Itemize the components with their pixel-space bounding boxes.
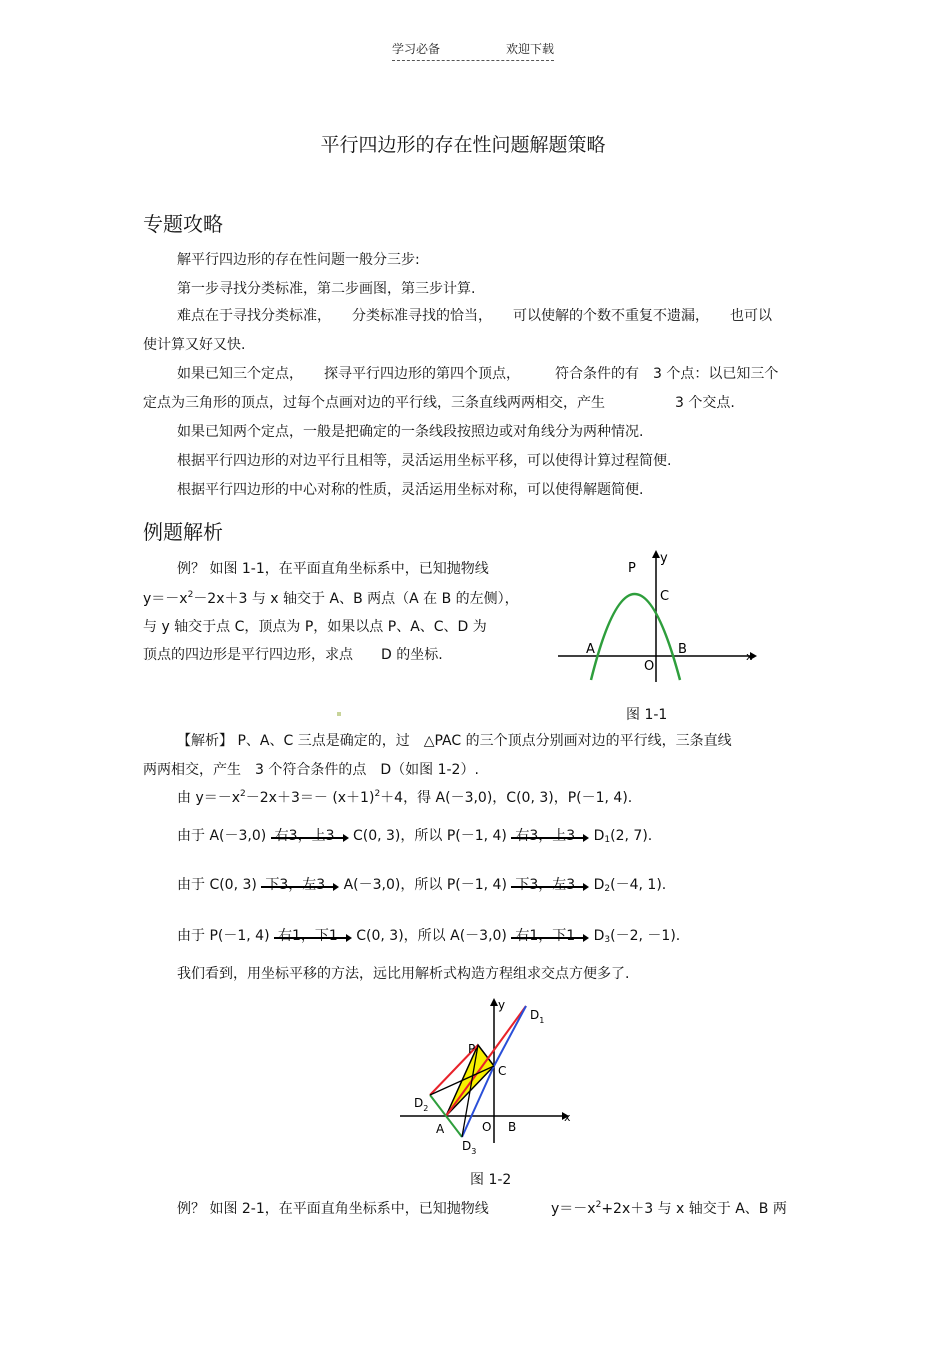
label-x: x (564, 1111, 571, 1124)
translation-arrow: 右1，下1 (274, 926, 352, 946)
solution-line: 【解析】 P、A、C 三点是确定的，过 △PAC 的三个顶点分别画对边的平行线，三条直线 (177, 733, 732, 749)
label-O: O (644, 659, 655, 674)
label-A: A (586, 642, 595, 657)
label-P: P (628, 561, 636, 576)
label-x: x (746, 650, 753, 663)
line-D2-A (430, 1095, 446, 1116)
page-header (392, 40, 554, 61)
translation-arrow: 右3，上3 (511, 826, 589, 846)
figure-1-2-caption: 图 1-2 (470, 1172, 512, 1188)
small-mark (337, 712, 341, 716)
translation-arrow: 下3，左3 (511, 875, 589, 895)
line-A-D1 (446, 1006, 526, 1116)
header-right: 欢迎下载 (505, 42, 554, 56)
line-C-D1 (494, 1006, 526, 1066)
parabola-curve (591, 594, 680, 680)
label-y: y (498, 998, 506, 1012)
translation-arrow: 下3，左3 (261, 875, 339, 895)
header-left: 学习必备 (392, 42, 441, 56)
label-D1: $D_1$ (530, 1008, 545, 1025)
example1-line: 例？ 如图 1-1，在平面直角坐标系中，已知抛物线 (177, 561, 489, 577)
label-D3: $D_3$ (462, 1139, 477, 1155)
figure-1-2 (398, 995, 578, 1155)
page-title: 平行四边形的存在性问题解题策略 (320, 134, 606, 156)
label-P: P (468, 1042, 476, 1056)
solution-line: 两两相交，产生 3 个符合条件的点 D（如图 1-2）. (143, 762, 479, 778)
translation-arrow: 右3，上3 (271, 826, 349, 846)
translation-line-3: 由于 P(－1, 4) 右1，下1 C(0, 3)，所以 A(－3,0) 右1，下1 $D_3(-2$, －1). (177, 928, 681, 945)
line-A-D3 (446, 1116, 462, 1137)
paragraph-line: 如果已知三个定点， 探寻平行四边形的第四个顶点， 符合条件的有 3 个点：以已知三个 (177, 366, 779, 382)
paragraph-line: 第一步寻找分类标准，第二步画图，第三步计算. (177, 281, 476, 297)
figure-1-1 (558, 548, 758, 688)
paragraph-line: 根据平行四边形的对边平行且相等，灵活运用坐标平移，可以使得计算过程简便. (177, 453, 672, 469)
figure-1-1-caption: 图 1-1 (626, 707, 668, 723)
solution-line: 由 $y=-x^2-2x+3=- (x+1)^2+4$，得 A(－3,0)，C(0, 3)，P(－1, 4). (177, 789, 633, 806)
translation-arrow: 右1，下1 (511, 926, 589, 946)
paragraph-line: 解平行四边形的存在性问题一般分三步: (177, 252, 420, 268)
label-A: A (436, 1122, 445, 1136)
label-B: B (678, 642, 687, 657)
label-B: B (508, 1120, 517, 1134)
example1-line: 顶点的四边形是平行四边形，求点 D 的坐标. (143, 647, 443, 663)
section-heading-strategy: 专题攻略 (143, 212, 223, 236)
y-axis-arrow-icon (490, 998, 498, 1006)
label-C: C (660, 589, 670, 604)
label-y: y (660, 551, 668, 566)
paragraph-line: 难点在于寻找分类标准， 分类标准寻找的恰当， 可以使解的个数不重复不遗漏， 也可以 (177, 308, 772, 324)
example2-line-a: 例？ 如图 2-1，在平面直角坐标系中，已知抛物线 (177, 1201, 489, 1217)
translation-line-2: 由于 C(0, 3) 下3，左3 A(－3,0)，所以 P(－1, 4) 下3，左3 $D_2(-4$, 1). (177, 877, 667, 894)
solution-conclusion: 我们看到，用坐标平移的方法，远比用解析式构造方程组求交点方便多了. (177, 966, 630, 982)
paragraph-line: 定点为三角形的顶点，过每个点画对边的平行线，三条直线两两相交，产生 3 个交点. (143, 395, 735, 411)
label-C: C (498, 1064, 507, 1078)
label-O: O (482, 1120, 492, 1134)
example1-line: $y=-x^2-2x+3$ 与 x 轴交于 A、B 两点（A 在 B 的左侧）， (143, 590, 519, 607)
example2-line-b: $y=-x^2+2x+3$ 与 x 轴交于 A、B 两 (551, 1200, 787, 1217)
y-axis-arrow-icon (652, 550, 660, 558)
example1-line: 与 y 轴交于点 C，顶点为 P，如果以点 P、A、C、D 为 (143, 619, 487, 635)
translation-line-1: 由于 A(－3,0) 右3，上3 C(0, 3)，所以 P(－1, 4) 右3，上3 $D_1(2$, 7). (177, 828, 653, 845)
section-heading-examples: 例题解析 (143, 520, 223, 544)
paragraph-line: 根据平行四边形的中心对称的性质，灵活运用坐标对称，可以使得解题简便. (177, 482, 644, 498)
label-D2: $D_2$ (414, 1096, 429, 1113)
paragraph-line: 如果已知两个定点，一般是把确定的一条线段按照边或对角线分为两种情况. (177, 424, 644, 440)
paragraph-line: 使计算又好又快. (143, 337, 246, 353)
